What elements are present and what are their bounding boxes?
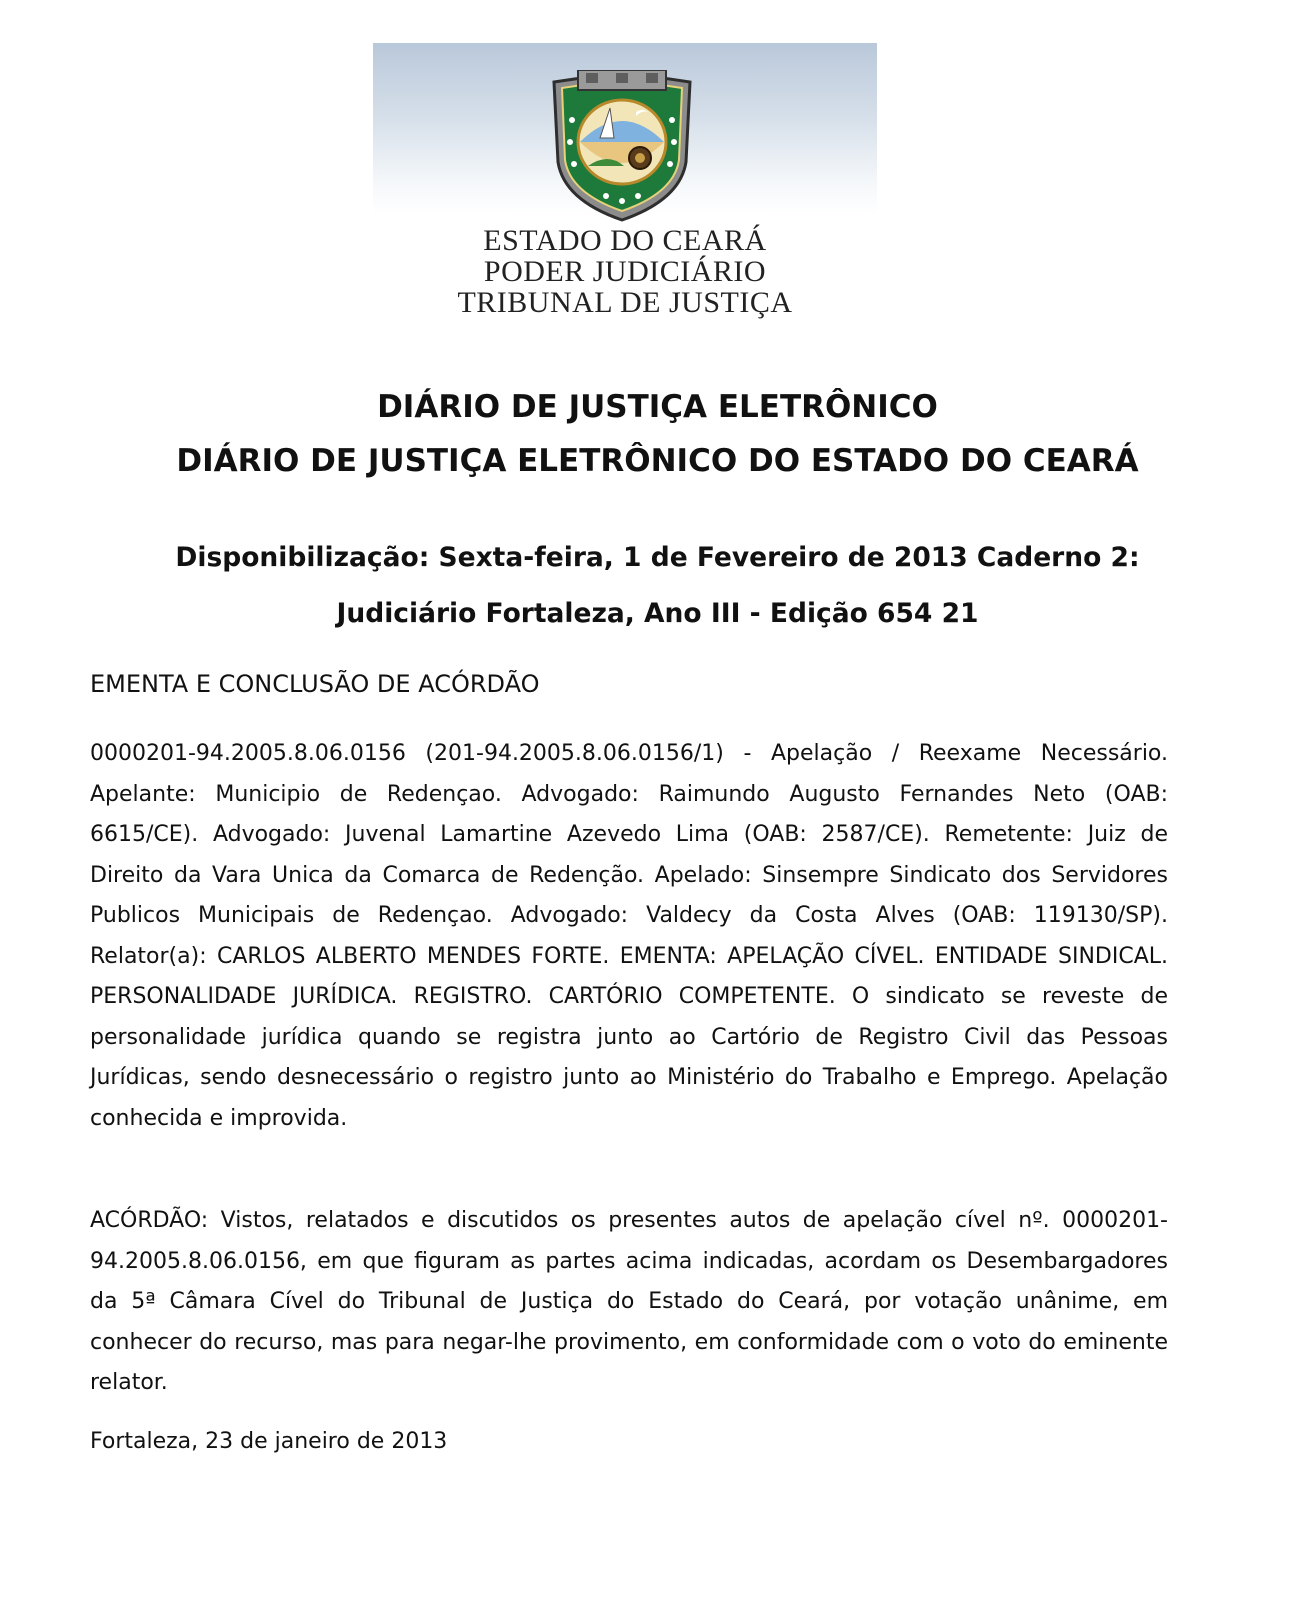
ementa-paragraph: 0000201-94.2005.8.06.0156 (201-94.2005.8.06.0156/1) - Apelação / Reexame Necessário. Apelante: Municipio de Redençao. Advogado: Raimundo Augusto Fernandes Neto (OAB: 6615/CE). Advogado: Juvenal Lamartine Azevedo Lima (OAB: 2587/CE). Remetente: Juiz de Direito da Vara Unica da Comarca de Redenção. Apelado: Sinsempre Sindicato dos Servidores Publicos Municipais de Redençao. Advogado: Valdecy da Costa Alves (OAB: 119130/SP). Relator(a): CARLOS ALBERTO MENDES FORTE. EMENTA: APELAÇÃO CÍVEL. ENTIDADE SINDICAL. PERSONALIDADE JURÍDICA. REGISTRO. CARTÓRIO COMPETENTE. O sindicato se reveste de personalidade jurídica quando se registra junto ao Cartório de Registro Civil das Pessoas Jurídicas, sendo desnecessário o registro junto ao Ministério do Trabalho e Emprego. Apelação conhecida e improvida. [90, 741, 1168, 1131]
publication-info [60, 530, 1255, 642]
place-date-line: Fortaleza, 23 de janeiro de 2013 [90, 1429, 448, 1454]
publication-info-line-2: Judiciário Fortaleza, Ano III - Edição 654 21 [336, 598, 979, 629]
section-heading: EMENTA E CONCLUSÃO DE ACÓRDÃO [90, 670, 540, 698]
document-title [60, 380, 1255, 488]
institution-name [373, 225, 877, 318]
institution-line-state: ESTADO DO CEARÁ [483, 224, 767, 257]
institution-line-court: TRIBUNAL DE JUSTIÇA [457, 286, 793, 319]
publication-info-line-1: Disponibilização: Sexta-feira, 1 de Fevereiro de 2013 Caderno 2: [175, 542, 1140, 573]
document-title-line-2: DIÁRIO DE JUSTIÇA ELETRÔNICO DO ESTADO DO CEARÁ [176, 443, 1139, 479]
document-title-line-1: DIÁRIO DE JUSTIÇA ELETRÔNICO [377, 389, 938, 425]
acordao-paragraph: ACÓRDÃO: Vistos, relatados e discutidos os presentes autos de apelação cível nº. 0000201-94.2005.8.06.0156, em que figuram as partes acima indicadas, acordam os Desembargadores da 5ª Câmara Cível do Tribunal de Justiça do Estado do Ceará, por votação unânime, em conhecer do recurso, mas para negar-lhe provimento, em conformidade com o voto do eminente relator. [90, 1208, 1168, 1395]
ceara-coat-of-arms-icon [548, 70, 696, 222]
institution-line-judiciary: PODER JUDICIÁRIO [483, 255, 767, 288]
